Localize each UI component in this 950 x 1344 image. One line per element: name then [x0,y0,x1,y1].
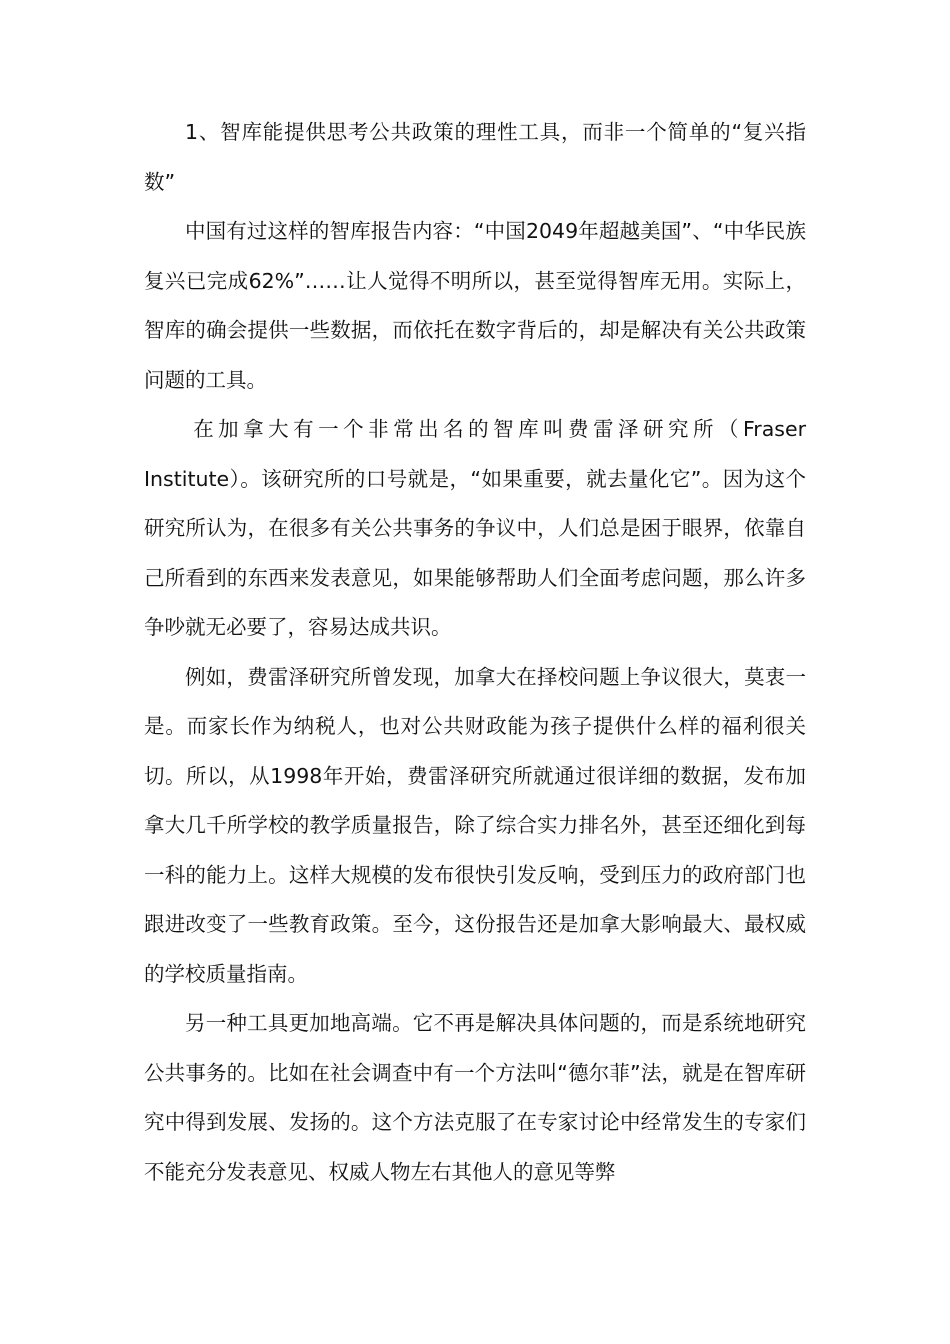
paragraph: 另一种工具更加地高端。它不再是解决具体问题的，而是系统地研究公共事务的。比如在社会调查中有一个方法叫“德尔菲”法，就是在智库研究中得到发展、发扬的。这个方法克服了在专家讨论中经常发生的专家们不能充分发表意见、权威人物左右其他人的意见等弊 [144,1011,806,1184]
paragraph: 在加拿大有一个非常出名的智库叫费雷泽研究所（Fraser Institute）。该研究所的口号就是，“如果重要，就去量化它”。因为这个研究所认为，在很多有关公共事务的争议中，人们总是困于眼界，依靠自己所看到的东西来发表意见，如果能够帮助人们全面考虑问题，那么许多争吵就无必要了，容易达成共识。 [144,417,806,639]
section-heading: 1、智库能提供思考公共政策的理性工具，而非一个简单的“复兴指数” [144,120,806,194]
paragraph: 例如，费雷泽研究所曾发现，加拿大在择校问题上争议很大，莫衷一是。而家长作为纳税人，也对公共财政能为孩子提供什么样的福利很关切。所以，从1998年开始，费雷泽研究所就通过很详细的数据，发布加拿大几千所学校的教学质量报告，除了综合实力排名外，甚至还细化到每一科的能力上。这样大规模的发布很快引发反响，受到压力的政府部门也跟进改变了一些教育政策。至今，这份报告还是加拿大影响最大、最权威的学校质量指南。 [144,664,806,986]
paragraph: 中国有过这样的智库报告内容：“中国2049年超越美国”、“中华民族复兴已完成62%”……让人觉得不明所以，甚至觉得智库无用。实际上，智库的确会提供一些数据，而依托在数字背后的，却是解决有关公共政策问题的工具。 [144,219,806,392]
document-page [144,108,806,1197]
